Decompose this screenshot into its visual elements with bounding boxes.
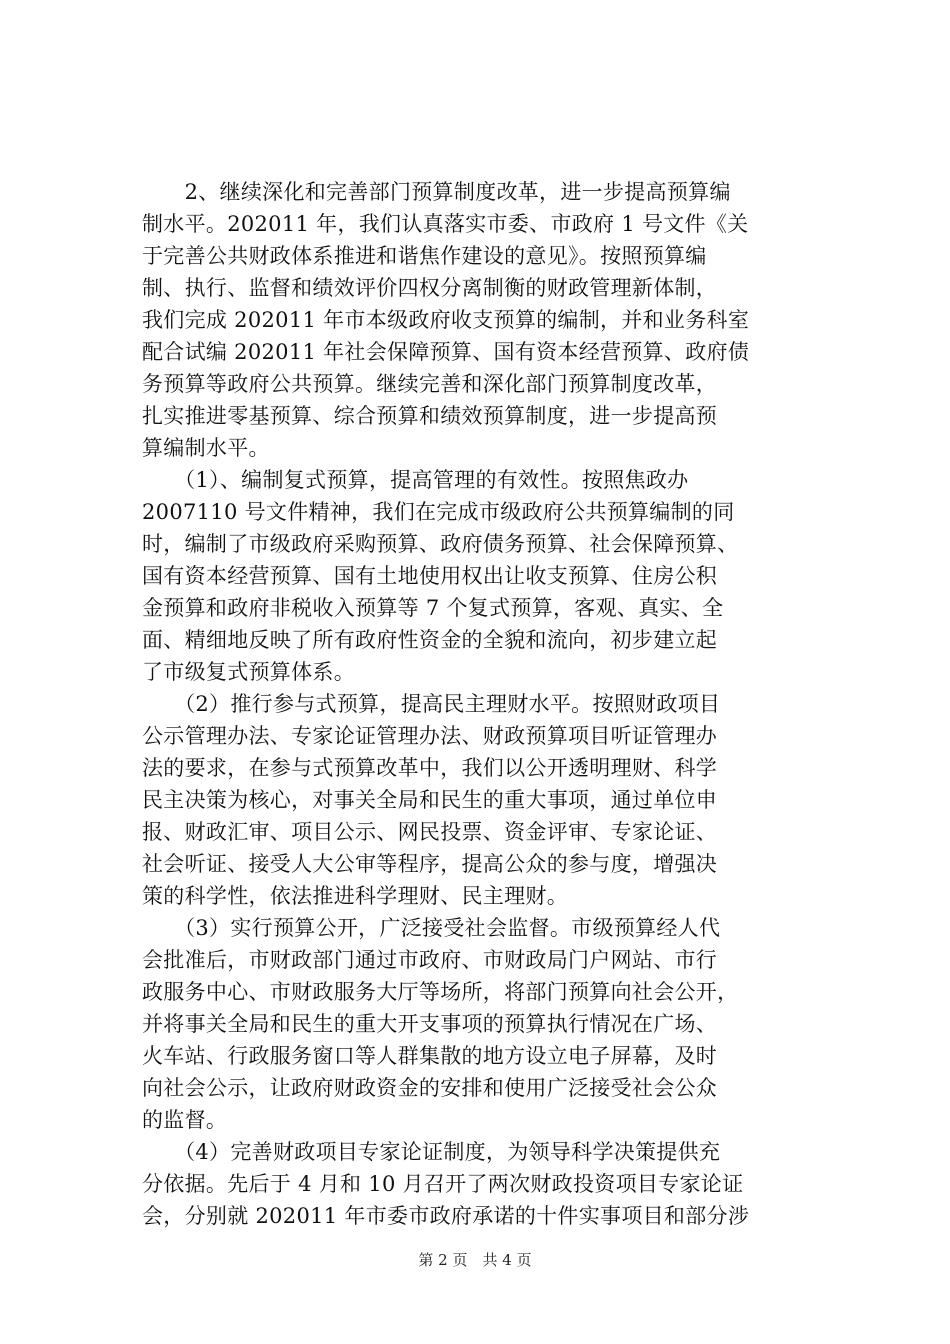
text-line: 会批准后，市财政部门通过市政府、市财政局门户网站、市行 — [142, 948, 718, 972]
text-line: 策的科学性，依法推进科学理财、民主理财。 — [142, 884, 568, 908]
text-line: 制、执行、监督和绩效评价四权分离制衡的财政管理新体制， — [142, 276, 718, 300]
text-line: 向社会公示，让政府财政资金的安排和使用广泛接受社会公众 — [142, 1076, 718, 1100]
text-line: 报、财政汇审、项目公示、网民投票、资金评审、专家论证、 — [142, 820, 718, 844]
text-line: 的监督。 — [142, 1108, 228, 1132]
text-line: 国有资本经营预算、国有土地使用权出让收支预算、住房公积 — [142, 564, 718, 588]
text-line: 2007110 号文件精神，我们在完成市级政府公共预算编制的同 — [142, 500, 735, 524]
text-line: 务预算等政府公共预算。继续完善和深化部门预算制度改革， — [142, 372, 718, 396]
text-line: 算编制水平。 — [142, 436, 270, 460]
document-body — [142, 176, 842, 1232]
text-line: 社会听证、接受人大公审等程序，提高公众的参与度，增强决 — [142, 852, 718, 876]
text-line: 并将事关全局和民生的重大开支事项的预算执行情况在广场、 — [142, 1012, 718, 1036]
paragraph-p-2-2 — [142, 688, 842, 912]
text-line: （3）实行预算公开，广泛接受社会监督。市级预算经人代 — [142, 916, 721, 940]
text-line: 扎实推进零基预算、综合预算和绩效预算制度，进一步提高预 — [142, 404, 718, 428]
text-line: （1）、编制复式预算，提高管理的有效性。按照焦政办 — [142, 468, 689, 492]
text-line: 2、继续深化和完善部门预算制度改革，进一步提高预算编 — [142, 180, 731, 204]
text-line: 民主决策为核心，对事关全局和民生的重大事项，通过单位申 — [142, 788, 718, 812]
text-line: 时，编制了市级政府采购预算、政府债务预算、社会保障预算、 — [142, 532, 739, 556]
text-line: （2）推行参与式预算，提高民主理财水平。按照财政项目 — [142, 692, 721, 716]
text-line: 面、精细地反映了所有政府性资金的全貌和流向，初步建立起 — [142, 628, 718, 652]
text-line: 我们完成 202011 年市本级政府收支预算的编制，并和业务科室 — [142, 308, 750, 332]
text-line: 了市级复式预算体系。 — [142, 660, 355, 684]
paragraph-p-2-4 — [142, 1136, 842, 1232]
text-line: 制水平。202011 年，我们认真落实市委、市政府 1 号文件《关 — [142, 212, 749, 236]
paragraph-p-2-1 — [142, 464, 842, 688]
paragraph-p-2-3 — [142, 912, 842, 1136]
text-line: 公示管理办法、专家论证管理办法、财政预算项目听证管理办 — [142, 724, 718, 748]
page-footer: 第 2 页 共 4 页 — [418, 1251, 532, 1269]
text-line: 法的要求，在参与式预算改革中，我们以公开透明理财、科学 — [142, 756, 718, 780]
text-line: 会，分别就 202011 年市委市政府承诺的十件实事项目和部分涉 — [142, 1204, 750, 1228]
text-line: 政服务中心、市财政服务大厅等场所，将部门预算向社会公开， — [142, 980, 739, 1004]
text-line: 分依据。先后于 4 月和 10 月召开了两次财政投资项目专家论证 — [142, 1172, 744, 1196]
text-line: 于完善公共财政体系推进和谐焦作建设的意见》。按照预算编 — [142, 244, 707, 268]
paragraph-p-2 — [142, 176, 842, 464]
text-line: 金预算和政府非税收入预算等 7 个复式预算，客观、真实、全 — [142, 596, 724, 620]
text-line: 火车站、行政服务窗口等人群集散的地方设立电子屏幕，及时 — [142, 1044, 718, 1068]
text-line: 配合试编 202011 年社会保障预算、国有资本经营预算、政府债 — [142, 340, 750, 364]
text-line: （4）完善财政项目专家论证制度，为领导科学决策提供充 — [142, 1140, 721, 1164]
